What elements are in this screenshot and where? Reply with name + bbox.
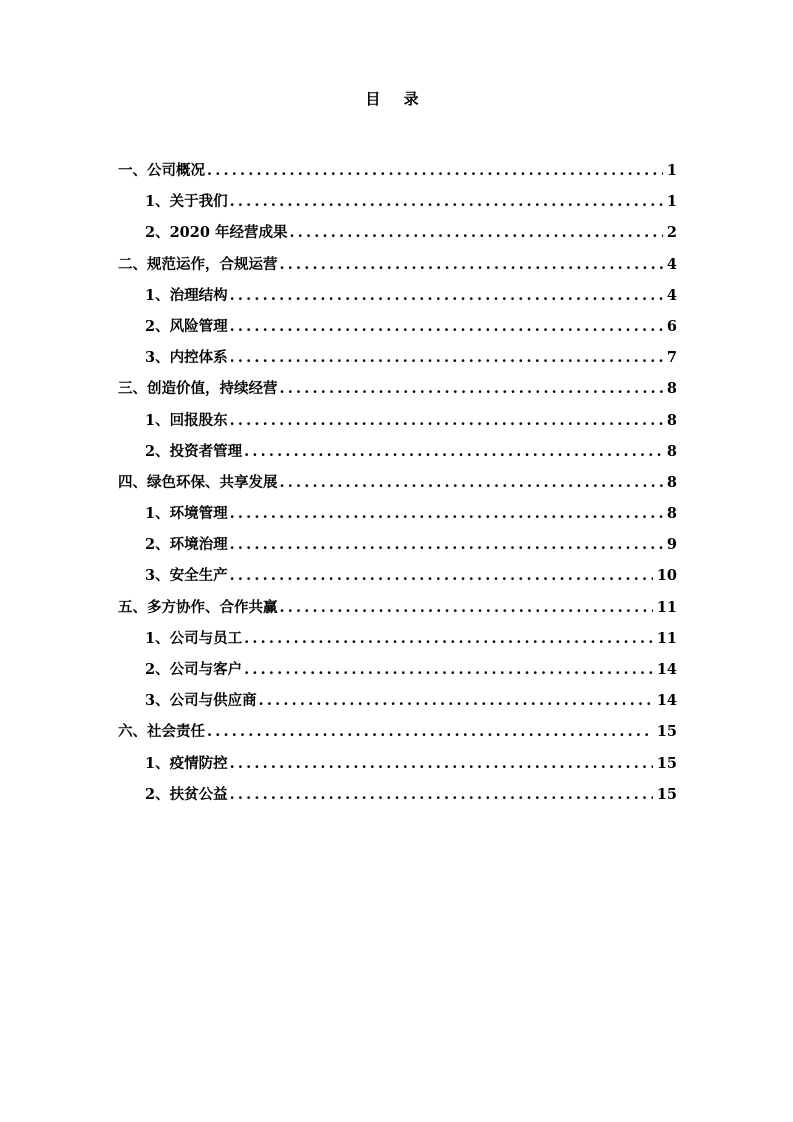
toc-entry[interactable] <box>118 467 677 498</box>
dot-leader <box>244 436 663 467</box>
toc-entry-page: 1 <box>666 162 677 179</box>
toc-entry-page: 8 <box>666 411 677 429</box>
toc-entry[interactable] <box>118 217 677 248</box>
toc-entry-page: 14 <box>656 661 677 678</box>
toc-entry-page: 8 <box>666 505 677 523</box>
toc-entry-label: 一、公司概况 <box>118 162 205 179</box>
toc-entry[interactable] <box>118 342 677 373</box>
dot-leader <box>230 498 663 529</box>
toc-entry-label: 2、环境治理 <box>145 536 228 554</box>
toc-entry-label: 3、公司与供应商 <box>145 692 257 710</box>
dot-leader <box>230 405 663 436</box>
toc-entry-label: 3、安全生产 <box>145 567 228 585</box>
toc-entry[interactable] <box>118 592 677 623</box>
toc-entry[interactable] <box>118 748 677 779</box>
toc-entry-page: 4 <box>666 255 677 273</box>
toc-entry-label: 1、公司与员工 <box>145 629 243 647</box>
toc-entry-page: 11 <box>656 598 677 616</box>
toc-entry-label: 二、规范运作，合规运营 <box>118 255 278 273</box>
dot-leader <box>280 249 663 280</box>
toc-entry-label: 三、创造价值，持续经营 <box>118 380 278 398</box>
toc-entry[interactable] <box>118 405 677 436</box>
dot-leader <box>290 217 663 248</box>
dot-leader <box>230 779 653 810</box>
toc-entry-label: 四、绿色环保、共享发展 <box>118 473 278 491</box>
toc-entry[interactable] <box>118 779 677 810</box>
toc-entry[interactable] <box>118 373 677 404</box>
toc-entry-page: 8 <box>666 442 677 460</box>
dot-leader <box>244 654 653 685</box>
toc-entry-label: 1、回报股东 <box>145 411 228 429</box>
toc-entry[interactable] <box>118 249 677 280</box>
toc-entry-page: 1 <box>666 193 677 211</box>
toc-entry-page: 2 <box>666 224 677 242</box>
toc-entry-page: 14 <box>656 692 677 710</box>
toc-entry[interactable] <box>118 436 677 467</box>
toc-entry-label: 六、社会责任 <box>118 723 205 741</box>
page-title: 目 录 <box>365 90 428 108</box>
toc-entry-page: 15 <box>656 723 677 741</box>
toc-entry[interactable] <box>118 623 677 654</box>
dot-leader <box>244 623 653 654</box>
toc-entry[interactable] <box>118 155 677 186</box>
toc-entry-label: 3、内控体系 <box>145 349 228 367</box>
dot-leader <box>280 467 663 498</box>
toc-entry-label: 1、关于我们 <box>145 193 228 211</box>
toc-entry-page: 11 <box>656 629 677 647</box>
dot-leader <box>230 529 663 560</box>
dot-leader <box>280 373 663 404</box>
toc-entry-label: 2、风险管理 <box>145 317 228 335</box>
toc-entry-page: 9 <box>666 536 677 554</box>
toc-entry[interactable] <box>118 529 677 560</box>
dot-leader <box>230 280 663 311</box>
dot-leader <box>230 342 663 373</box>
toc-entry-page: 8 <box>666 473 677 491</box>
dot-leader <box>207 716 653 747</box>
dot-leader <box>230 560 653 591</box>
dot-leader <box>280 592 653 623</box>
toc-entry[interactable] <box>118 716 677 747</box>
toc-entry-page: 15 <box>656 785 677 803</box>
toc-entry[interactable] <box>118 498 677 529</box>
toc-entry-label: 五、多方协作、合作共赢 <box>118 598 278 616</box>
toc-entry-label: 1、环境管理 <box>145 505 228 523</box>
toc-entry-label: 2、公司与客户 <box>145 661 243 678</box>
toc-entry-page: 10 <box>656 567 677 585</box>
toc-entry-label: 1、疫情防控 <box>145 754 228 772</box>
toc-entry-page: 15 <box>656 754 677 772</box>
dot-leader <box>230 748 653 779</box>
toc-entry-label: 2、投资者管理 <box>145 442 243 460</box>
dot-leader <box>230 311 663 342</box>
toc-entry[interactable] <box>118 654 677 685</box>
toc-entry[interactable] <box>118 685 677 716</box>
toc-entry[interactable] <box>118 280 677 311</box>
toc-entry[interactable] <box>118 311 677 342</box>
toc-entry-page: 4 <box>666 286 677 304</box>
toc-entry-label: 2、扶贫公益 <box>145 785 228 803</box>
toc-entry-page: 7 <box>666 349 677 367</box>
dot-leader <box>207 155 663 186</box>
toc-entry-page: 6 <box>666 317 677 335</box>
dot-leader <box>259 685 653 716</box>
toc-entry[interactable] <box>118 186 677 217</box>
toc-entry-label: 2、2020 年经营成果 <box>145 224 288 242</box>
dot-leader <box>230 186 663 217</box>
toc-entry-label: 1、治理结构 <box>145 286 228 304</box>
table-of-contents <box>118 155 677 810</box>
toc-entry[interactable] <box>118 560 677 591</box>
toc-entry-page: 8 <box>666 380 677 398</box>
